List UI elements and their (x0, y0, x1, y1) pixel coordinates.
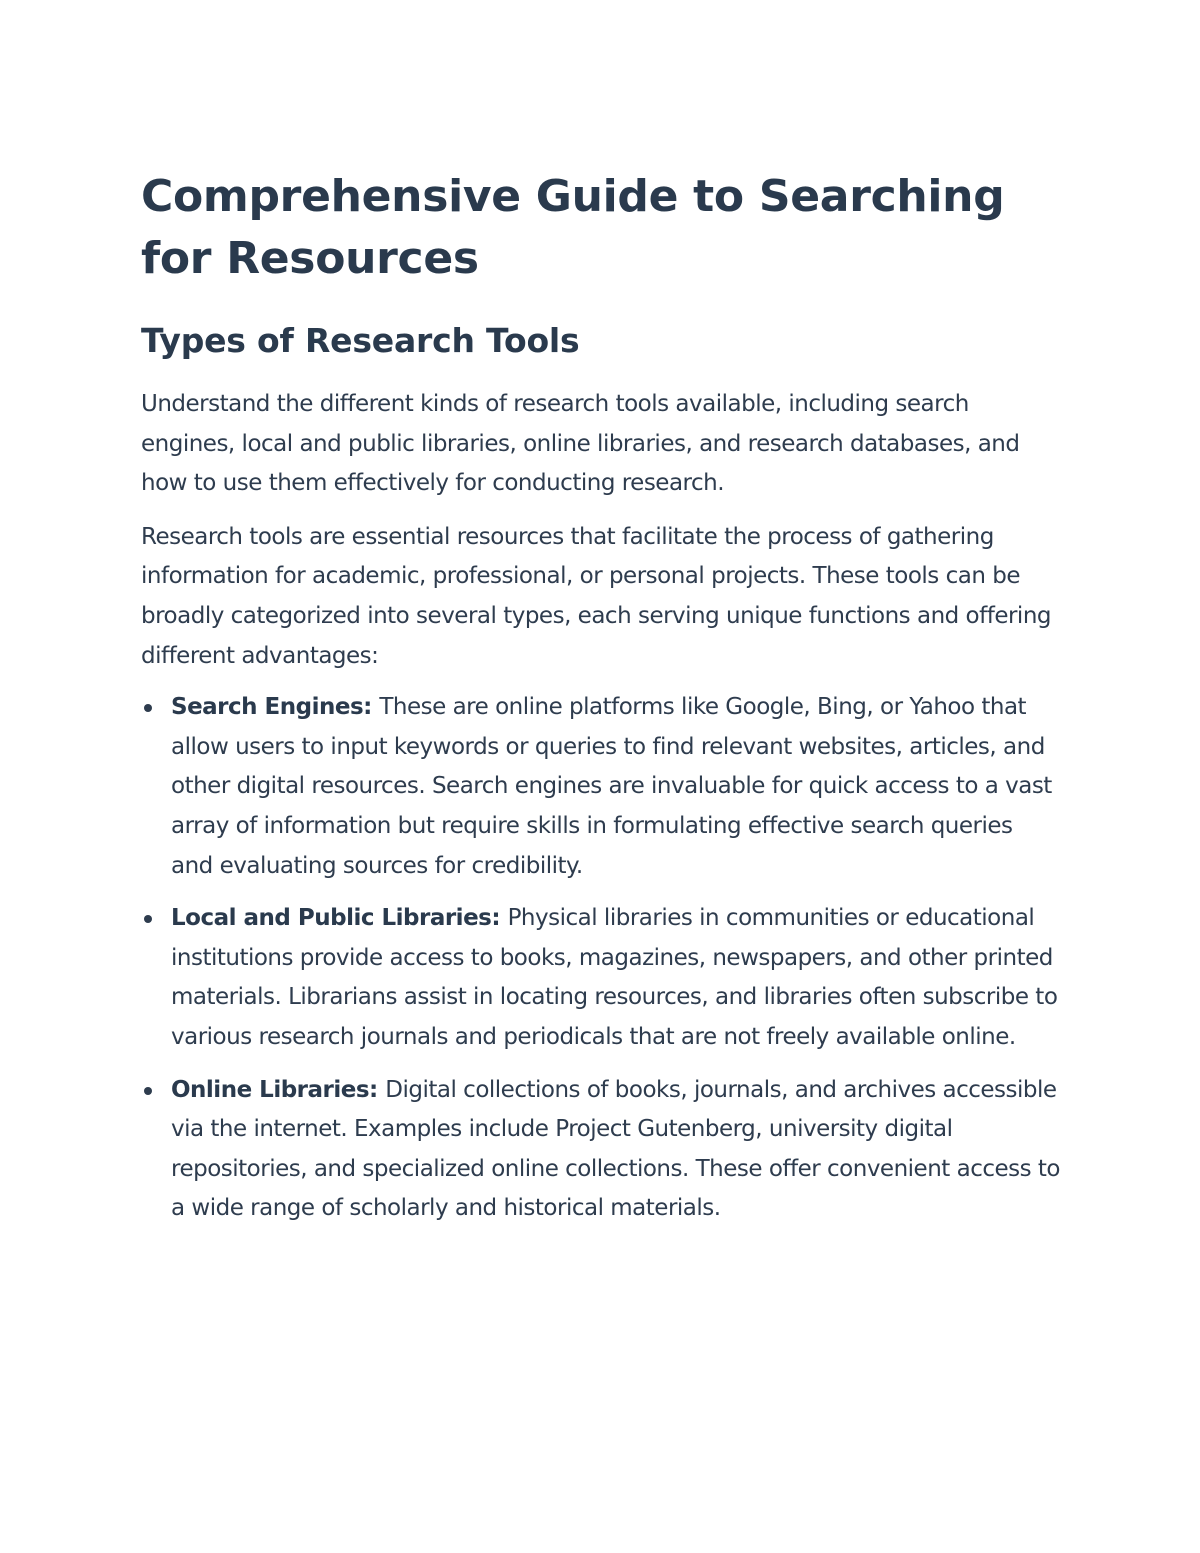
list-item-term: Search Engines: (171, 694, 380, 721)
list-item-text: Digital collections of books, journals, and archives accessible via the internet. Examples include Project Gutenberg, university digital repositories, and specialized online collections. These offer convenient access to a wide range of scholarly and historical materials. (171, 1076, 1061, 1222)
page-title: Comprehensive Guide to Searching for Resources (141, 171, 1005, 284)
body-paragraph: Research tools are essential resources that facilitate the process of gathering information for academic, professional, or personal projects. These tools can be broadly categorized into several types, each serving unique functions and offering different advantages: (141, 523, 1051, 669)
list-item-text: These are online platforms like Google, Bing, or Yahoo that allow users to input keywords or queries to find relevant websites, articles, and other digital resources. Search engines are invaluable for quick access to a vast array of information but require skills in formulating effective search queries and evaluating sources for credibility. (171, 694, 1052, 879)
list-item-online-libraries (141, 1071, 1061, 1229)
section-heading: Types of Research Tools (141, 321, 580, 360)
bullet-icon (144, 1087, 152, 1095)
list-item-term: Local and Public Libraries: (171, 905, 508, 932)
document-page (141, 166, 1061, 1242)
list-item-text: Physical libraries in communities or educational institutions provide access to books, magazines, newspapers, and other printed materials. Librarians assist in locating resources, and libraries often subscribe to various research journals and periodicals that are not freely available online. (171, 905, 1058, 1050)
list-item-search-engines (141, 688, 1061, 886)
bullet-icon (144, 915, 152, 923)
list-item-libraries (141, 899, 1061, 1057)
research-tools-list (141, 688, 1061, 1229)
intro-paragraph: Understand the different kinds of research tools available, including search engines, local and public libraries, online libraries, and research databases, and how to use them effectively for conducting research. (141, 391, 1020, 497)
list-item-term: Online Libraries: (171, 1076, 386, 1103)
bullet-icon (144, 704, 152, 712)
